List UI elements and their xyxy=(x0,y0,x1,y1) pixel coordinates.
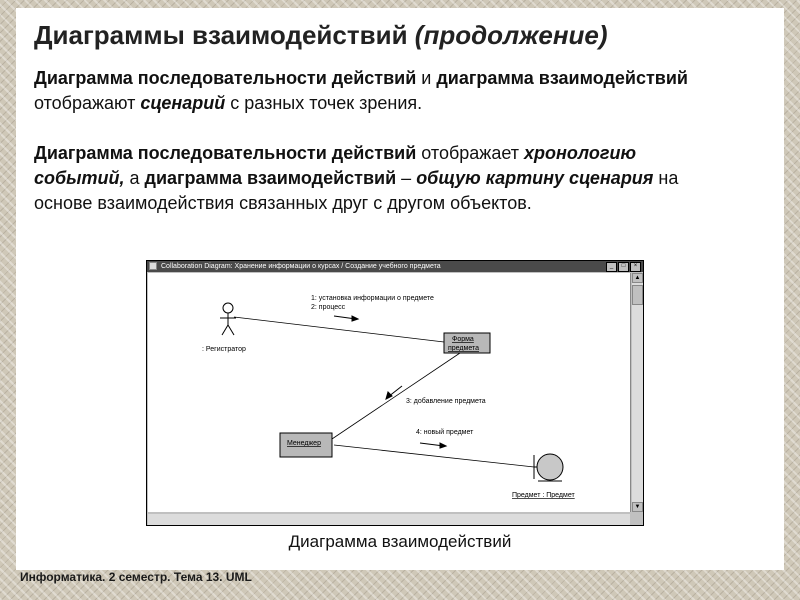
collaboration-diagram-window xyxy=(146,260,644,526)
actor-icon[interactable] xyxy=(220,303,236,335)
form-label-1: Форма xyxy=(452,336,474,343)
caption-text: Диаграмма взаимодействий xyxy=(288,532,512,551)
diagram-svg xyxy=(148,273,630,512)
p1-text-1: и xyxy=(416,68,437,88)
slide xyxy=(16,8,784,570)
p2-text-4: на основе взаимодействия связанных друг с другом объектов. xyxy=(34,168,679,213)
p2-text-3: – xyxy=(396,168,417,188)
p1-bold-1: Диаграмма последовательности действий xyxy=(34,68,417,88)
message-2: 2: процесс xyxy=(311,304,346,311)
p1-text-3: с разных точек зрения. xyxy=(225,93,423,113)
paragraph-2 xyxy=(34,141,724,216)
p2-bold-2: диаграмма взаимодействий xyxy=(144,168,397,188)
minimize-button[interactable]: _ xyxy=(606,262,617,272)
entity-icon[interactable] xyxy=(534,454,563,481)
figure-caption xyxy=(16,532,784,552)
p2-text-1: отображает xyxy=(416,143,525,163)
slide-footer: Информатика. 2 семестр. Тема 13. UML xyxy=(20,570,252,584)
window-title: Collaboration Diagram: Хранение информации о курсах / Создание учебного предмета xyxy=(161,263,441,270)
message-1: 1: установка информации о предмете xyxy=(311,295,434,302)
scroll-up-icon[interactable]: ▲ xyxy=(632,273,643,283)
paragraph-1 xyxy=(34,66,724,116)
maximize-button[interactable]: □ xyxy=(618,262,629,272)
p2-text-2: а xyxy=(124,168,145,188)
vertical-scrollbar[interactable] xyxy=(632,273,643,512)
message-4-arrow xyxy=(420,443,446,448)
p2-bold-italic-2: общую картину сценария xyxy=(416,168,654,188)
p1-bold-italic: сценарий xyxy=(140,93,226,113)
link-manager-entity xyxy=(334,445,534,467)
manager-label: Менеджер xyxy=(287,440,321,447)
message-4: 4: новый предмет xyxy=(416,429,474,436)
form-label-2: предмета xyxy=(448,345,480,352)
p1-bold-2: диаграмма взаимодействий xyxy=(436,68,688,88)
diagram-canvas[interactable] xyxy=(148,273,631,512)
scroll-down-icon[interactable]: ▼ xyxy=(632,502,643,512)
link-actor-form xyxy=(234,317,444,342)
p1-text-2: отображают xyxy=(34,93,141,113)
close-button[interactable]: × xyxy=(630,262,641,272)
p2-bold-1: Диаграмма последовательности действий xyxy=(34,143,417,163)
slide-title xyxy=(34,20,608,51)
window-titlebar[interactable] xyxy=(147,261,643,272)
p2-bold-italic-1: хронологию событий, xyxy=(34,143,637,188)
title-main: Диаграммы взаимодействий xyxy=(34,20,408,50)
title-italic: (продолжение) xyxy=(414,20,608,50)
entity-label: Предмет : Предмет xyxy=(512,492,575,499)
vertical-scroll-thumb[interactable] xyxy=(632,285,643,305)
message-1-arrow xyxy=(334,316,358,321)
window-app-icon[interactable] xyxy=(149,262,157,270)
horizontal-scrollbar[interactable] xyxy=(148,514,630,525)
message-3: 3: добавление предмета xyxy=(406,398,486,405)
actor-label: : Регистратор xyxy=(202,346,246,353)
